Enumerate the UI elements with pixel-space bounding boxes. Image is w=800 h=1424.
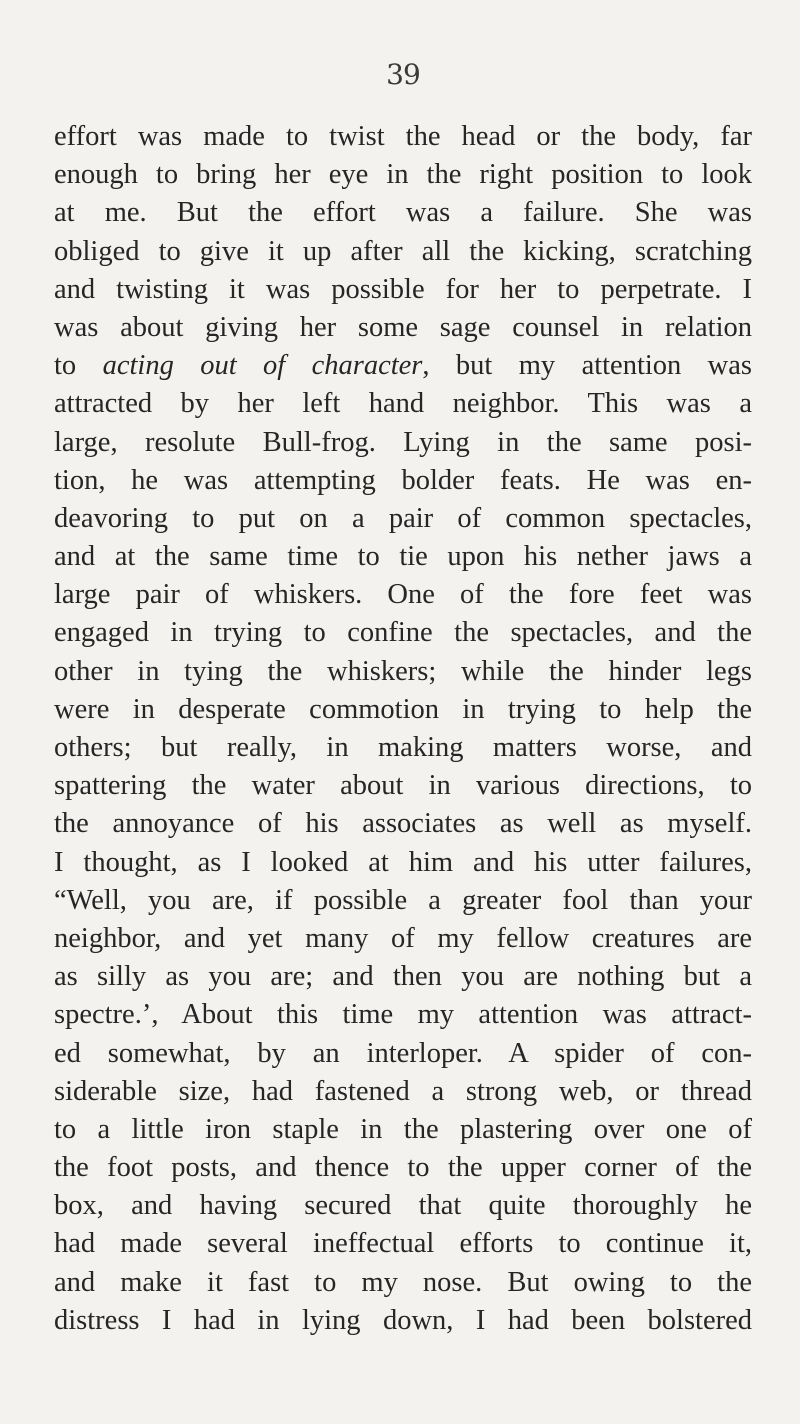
text-line (54, 347, 752, 385)
text-line (54, 882, 752, 920)
text-line (54, 1302, 752, 1340)
text-segment: siderable size, had fastened a strong web, or thread (54, 1075, 752, 1107)
text-line (54, 194, 752, 232)
text-segment: had made several ineffectual efforts to continue it, (54, 1228, 752, 1260)
text-segment: deavoring to put on a pair of common spectacles, (54, 502, 752, 534)
text-line (54, 958, 752, 996)
text-segment: the foot posts, and thence to the upper corner of the (54, 1152, 752, 1184)
text-line (54, 385, 752, 423)
text-segment: large pair of whiskers. One of the fore feet was (54, 579, 752, 611)
text-line (54, 1225, 752, 1263)
text-segment: tion, he was attempting bolder feats. He was en- (54, 464, 752, 496)
text-segment: the annoyance of his associates as well as myself. (54, 808, 752, 840)
text-line (54, 500, 752, 538)
text-line (54, 424, 752, 462)
text-line (54, 691, 752, 729)
text-segment: box, and having secured that quite thoroughly he (54, 1190, 752, 1222)
text-segment: engaged in trying to confine the spectacles, and the (54, 617, 752, 649)
text-line (54, 233, 752, 271)
text-segment: at me. But the effort was a failure. She was (54, 197, 752, 229)
text-segment: spattering the water about in various directions, to (54, 770, 752, 802)
text-line (54, 767, 752, 805)
text-segment: others; but really, in making matters worse, and (54, 732, 752, 763)
text-segment: I thought, as I looked at him and his utter failures, (54, 846, 752, 878)
text-line (54, 462, 752, 500)
text-segment: spectre.’, About this time my attention was attract- (54, 999, 752, 1031)
text-segment: ed somewhat, by an interloper. A spider of con- (54, 1037, 752, 1069)
text-segment: , but my attention was (422, 350, 753, 382)
text-line (54, 920, 752, 958)
text-line (54, 1149, 752, 1187)
page-number: 39 (386, 58, 420, 91)
text-line (54, 271, 752, 309)
italic-phrase: acting out of character (102, 350, 423, 382)
text-segment: obliged to give it up after all the kicking, scratching (54, 235, 752, 267)
text-segment: and twisting it was possible for her to perpetrate. I (54, 273, 752, 305)
text-line (54, 576, 752, 614)
text-segment: effort was made to twist the head or the body, far (54, 121, 752, 152)
text-line (54, 614, 752, 652)
text-line (54, 156, 752, 194)
text-segment: other in tying the whiskers; while the hinder legs (54, 655, 752, 687)
text-segment: attracted by her left hand neighbor. This was a (54, 388, 752, 420)
text-segment: to a little iron staple in the plastering over one of (54, 1113, 752, 1145)
text-line (54, 1073, 752, 1111)
text-segment: distress I had in lying down, I had been bolstered (54, 1304, 752, 1336)
text-segment: enough to bring her eye in the right position to look (54, 159, 752, 191)
text-line (54, 1264, 752, 1302)
text-segment: large, resolute Bull-frog. Lying in the same posi- (54, 426, 752, 458)
text-segment: and make it fast to my nose. But owing to the (54, 1266, 752, 1298)
text-line (54, 996, 752, 1034)
text-segment: “Well, you are, if possible a greater fool than your (54, 884, 752, 916)
text-line (54, 1111, 752, 1149)
text-line (54, 1187, 752, 1225)
body-text (54, 118, 752, 1340)
text-line (54, 1035, 752, 1073)
text-line (54, 309, 752, 347)
text-line (54, 538, 752, 576)
text-segment: as silly as you are; and then you are nothing but a (54, 961, 752, 993)
text-line (54, 653, 752, 691)
text-segment: was about giving her some sage counsel in relation (54, 311, 752, 343)
text-line (54, 844, 752, 882)
text-segment: were in desperate commotion in trying to help the (54, 693, 752, 725)
text-segment: neighbor, and yet many of my fellow creatures are (54, 922, 752, 954)
text-line (54, 805, 752, 843)
text-line (54, 729, 752, 767)
text-segment: to (54, 350, 103, 382)
text-segment: and at the same time to tie upon his nether jaws a (54, 541, 752, 573)
text-line (54, 118, 752, 156)
